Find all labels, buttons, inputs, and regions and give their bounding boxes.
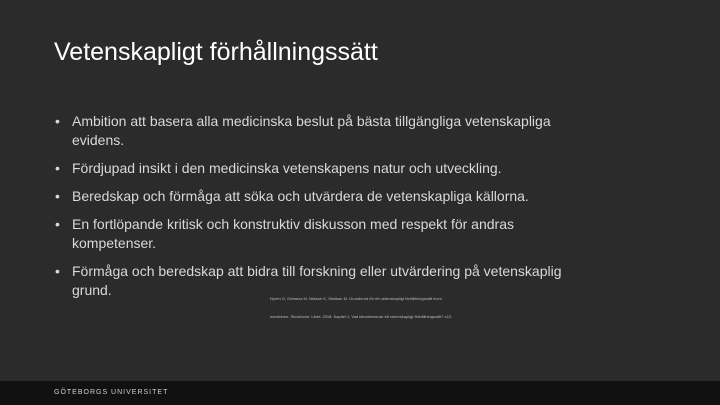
bullet-text: Fördjupad insikt i den medicinska vetenskapens natur och utveckling.: [72, 160, 502, 176]
bullet-item: [54, 215, 574, 253]
slide-title: Vetenskapligt förhållningssätt: [54, 38, 378, 66]
bullet-icon: •: [55, 188, 60, 204]
bullet-icon: •: [55, 160, 60, 176]
bullet-icon: •: [55, 113, 60, 129]
bullet-item: [54, 187, 574, 206]
bullet-item: [54, 159, 574, 178]
bullet-text: Beredskap och förmåga att söka och utvärdera de vetenskapliga källorna.: [72, 188, 529, 204]
citation-line-1: Nyrén O, Griewicz M, Nilsson K, Skeikan M. Grunderna för ett vetenskapligt förhållningssätt inom: [270, 296, 442, 301]
bullet-item: [54, 262, 574, 300]
bullet-list: [54, 112, 574, 309]
bullet-text: Ambition att basera alla medicinska beslut på bästa tillgängliga vetenskapliga evidens.: [72, 113, 551, 148]
bullet-text: Förmåga och beredskap att bidra till forskning eller utvärdering på vetenskaplig grund.: [72, 263, 562, 298]
footer-university-name: GÖTEBORGS UNIVERSITET: [54, 389, 169, 396]
bullet-icon: •: [55, 216, 60, 232]
bullet-item: [54, 112, 574, 150]
bullet-icon: •: [55, 263, 60, 279]
bullet-text: En fortlöpande kritisk och konstruktiv diskusson med respekt för andras kompetenser.: [72, 216, 514, 251]
citation-line-2: medicinen. Stockholm: Liber; 2018. Kapitel 1: Vad kännetecknar ett vetenskapligt förhållningssätt? s12.: [270, 314, 453, 319]
